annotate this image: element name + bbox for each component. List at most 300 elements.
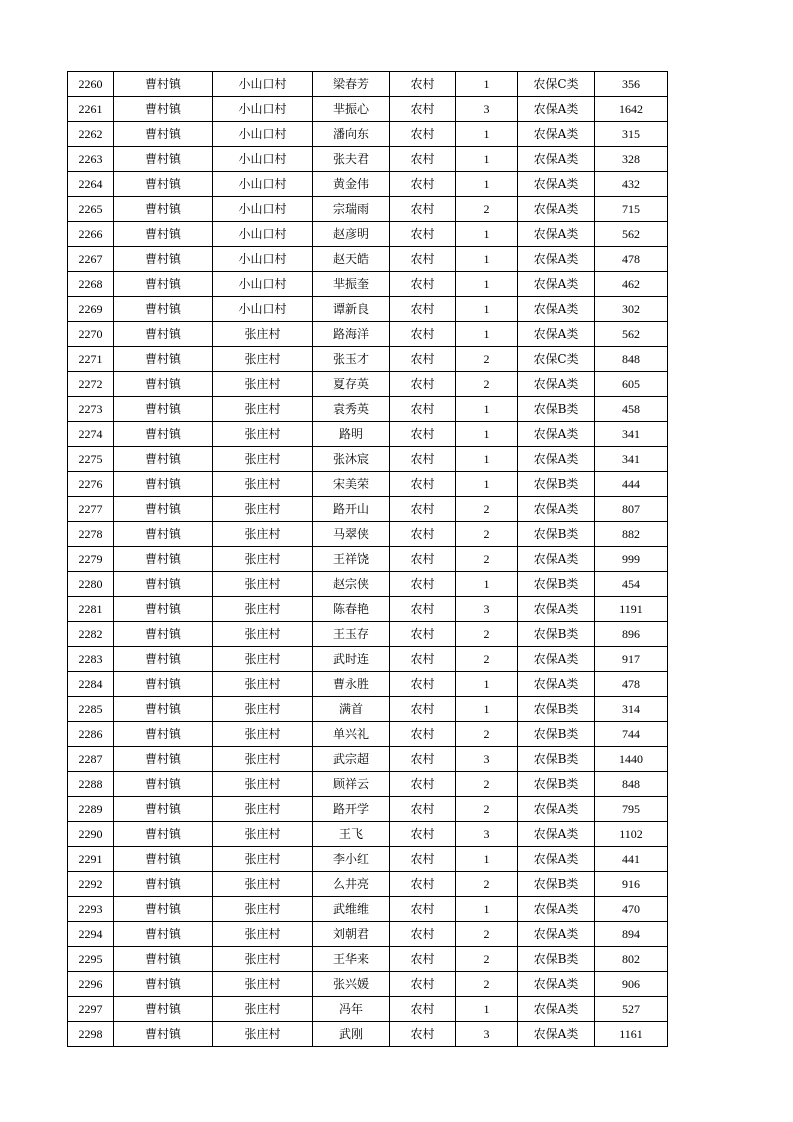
table-body <box>68 72 668 1047</box>
cell-village: 张庄村 <box>213 347 313 372</box>
cell-amount: 478 <box>595 672 668 697</box>
cell-amount: 917 <box>595 647 668 672</box>
table-row <box>68 797 668 822</box>
cell-area-type: 农村 <box>390 797 456 822</box>
cell-person-name: 路明 <box>313 422 390 447</box>
cell-insurance-category: 农保A类 <box>518 197 595 222</box>
cell-person-name: 梁春芳 <box>313 72 390 97</box>
cell-insurance-category: 农保A类 <box>518 272 595 297</box>
cell-town: 曹村镇 <box>114 297 213 322</box>
cell-household-count: 1 <box>456 72 518 97</box>
cell-village: 张庄村 <box>213 397 313 422</box>
cell-town: 曹村镇 <box>114 272 213 297</box>
cell-household-count: 1 <box>456 572 518 597</box>
cell-town: 曹村镇 <box>114 72 213 97</box>
cell-area-type: 农村 <box>390 872 456 897</box>
cell-village: 张庄村 <box>213 572 313 597</box>
cell-town: 曹村镇 <box>114 172 213 197</box>
cell-village: 张庄村 <box>213 472 313 497</box>
cell-village: 张庄村 <box>213 672 313 697</box>
cell-serial-number: 2269 <box>68 297 114 322</box>
cell-insurance-category: 农保B类 <box>518 472 595 497</box>
cell-person-name: 路开山 <box>313 497 390 522</box>
cell-amount: 328 <box>595 147 668 172</box>
cell-area-type: 农村 <box>390 997 456 1022</box>
cell-insurance-category: 农保A类 <box>518 422 595 447</box>
cell-area-type: 农村 <box>390 522 456 547</box>
cell-area-type: 农村 <box>390 747 456 772</box>
cell-town: 曹村镇 <box>114 797 213 822</box>
cell-serial-number: 2279 <box>68 547 114 572</box>
cell-town: 曹村镇 <box>114 372 213 397</box>
table-row <box>68 872 668 897</box>
table-row <box>68 297 668 322</box>
cell-household-count: 1 <box>456 672 518 697</box>
cell-village: 张庄村 <box>213 872 313 897</box>
cell-serial-number: 2281 <box>68 597 114 622</box>
cell-person-name: 张玉才 <box>313 347 390 372</box>
cell-amount: 795 <box>595 797 668 822</box>
cell-village: 张庄村 <box>213 622 313 647</box>
cell-area-type: 农村 <box>390 372 456 397</box>
table-row <box>68 847 668 872</box>
cell-amount: 462 <box>595 272 668 297</box>
cell-insurance-category: 农保B类 <box>518 872 595 897</box>
cell-amount: 1102 <box>595 822 668 847</box>
cell-town: 曹村镇 <box>114 222 213 247</box>
cell-village: 小山口村 <box>213 222 313 247</box>
cell-person-name: 张夫君 <box>313 147 390 172</box>
cell-serial-number: 2262 <box>68 122 114 147</box>
cell-area-type: 农村 <box>390 1022 456 1047</box>
cell-village: 张庄村 <box>213 822 313 847</box>
cell-village: 张庄村 <box>213 747 313 772</box>
cell-household-count: 3 <box>456 747 518 772</box>
cell-household-count: 1 <box>456 147 518 172</box>
cell-household-count: 3 <box>456 97 518 122</box>
cell-household-count: 1 <box>456 847 518 872</box>
cell-serial-number: 2289 <box>68 797 114 822</box>
cell-area-type: 农村 <box>390 922 456 947</box>
cell-village: 张庄村 <box>213 647 313 672</box>
cell-area-type: 农村 <box>390 572 456 597</box>
cell-person-name: 张沐宸 <box>313 447 390 472</box>
cell-insurance-category: 农保A类 <box>518 97 595 122</box>
cell-area-type: 农村 <box>390 847 456 872</box>
cell-insurance-category: 农保B类 <box>518 397 595 422</box>
cell-area-type: 农村 <box>390 222 456 247</box>
cell-serial-number: 2260 <box>68 72 114 97</box>
cell-village: 张庄村 <box>213 372 313 397</box>
cell-area-type: 农村 <box>390 497 456 522</box>
cell-household-count: 1 <box>456 297 518 322</box>
cell-town: 曹村镇 <box>114 897 213 922</box>
cell-serial-number: 2278 <box>68 522 114 547</box>
cell-household-count: 2 <box>456 647 518 672</box>
table-row <box>68 122 668 147</box>
cell-insurance-category: 农保C类 <box>518 72 595 97</box>
cell-household-count: 2 <box>456 197 518 222</box>
cell-person-name: 王玉存 <box>313 622 390 647</box>
table-row <box>68 147 668 172</box>
cell-insurance-category: 农保A类 <box>518 447 595 472</box>
cell-village: 小山口村 <box>213 297 313 322</box>
cell-town: 曹村镇 <box>114 347 213 372</box>
cell-amount: 1161 <box>595 1022 668 1047</box>
cell-person-name: 陈春艳 <box>313 597 390 622</box>
cell-person-name: 张兴媛 <box>313 972 390 997</box>
table-row <box>68 172 668 197</box>
cell-town: 曹村镇 <box>114 147 213 172</box>
cell-area-type: 农村 <box>390 297 456 322</box>
cell-village: 张庄村 <box>213 547 313 572</box>
cell-amount: 302 <box>595 297 668 322</box>
cell-household-count: 1 <box>456 247 518 272</box>
cell-serial-number: 2292 <box>68 872 114 897</box>
table-row <box>68 497 668 522</box>
cell-area-type: 农村 <box>390 472 456 497</box>
cell-serial-number: 2261 <box>68 97 114 122</box>
cell-village: 张庄村 <box>213 772 313 797</box>
cell-household-count: 1 <box>456 447 518 472</box>
cell-serial-number: 2271 <box>68 347 114 372</box>
cell-amount: 315 <box>595 122 668 147</box>
cell-insurance-category: 农保A类 <box>518 647 595 672</box>
cell-serial-number: 2272 <box>68 372 114 397</box>
cell-person-name: 满首 <box>313 697 390 722</box>
cell-serial-number: 2294 <box>68 922 114 947</box>
cell-household-count: 1 <box>456 222 518 247</box>
cell-area-type: 农村 <box>390 772 456 797</box>
cell-household-count: 2 <box>456 722 518 747</box>
cell-area-type: 农村 <box>390 422 456 447</box>
cell-amount: 432 <box>595 172 668 197</box>
cell-insurance-category: 农保B类 <box>518 947 595 972</box>
table-row <box>68 197 668 222</box>
table-row <box>68 372 668 397</box>
cell-village: 小山口村 <box>213 147 313 172</box>
cell-insurance-category: 农保A类 <box>518 847 595 872</box>
cell-village: 张庄村 <box>213 422 313 447</box>
table-row <box>68 597 668 622</box>
cell-serial-number: 2273 <box>68 397 114 422</box>
cell-person-name: 王飞 <box>313 822 390 847</box>
cell-insurance-category: 农保A类 <box>518 597 595 622</box>
cell-person-name: 王华来 <box>313 947 390 972</box>
cell-insurance-category: 农保A类 <box>518 497 595 522</box>
cell-town: 曹村镇 <box>114 997 213 1022</box>
cell-insurance-category: 农保A类 <box>518 322 595 347</box>
cell-insurance-category: 农保B类 <box>518 572 595 597</box>
table-row <box>68 972 668 997</box>
cell-insurance-category: 农保A类 <box>518 222 595 247</box>
cell-amount: 341 <box>595 447 668 472</box>
cell-area-type: 农村 <box>390 397 456 422</box>
cell-household-count: 2 <box>456 622 518 647</box>
cell-insurance-category: 农保A类 <box>518 922 595 947</box>
table-row <box>68 272 668 297</box>
cell-village: 张庄村 <box>213 522 313 547</box>
cell-area-type: 农村 <box>390 722 456 747</box>
table-row <box>68 572 668 597</box>
cell-serial-number: 2265 <box>68 197 114 222</box>
cell-household-count: 2 <box>456 347 518 372</box>
cell-village: 张庄村 <box>213 847 313 872</box>
cell-household-count: 2 <box>456 797 518 822</box>
cell-town: 曹村镇 <box>114 547 213 572</box>
cell-amount: 562 <box>595 222 668 247</box>
cell-household-count: 1 <box>456 122 518 147</box>
cell-amount: 848 <box>595 347 668 372</box>
cell-village: 张庄村 <box>213 897 313 922</box>
cell-amount: 1191 <box>595 597 668 622</box>
cell-town: 曹村镇 <box>114 422 213 447</box>
cell-insurance-category: 农保C类 <box>518 347 595 372</box>
cell-amount: 916 <box>595 872 668 897</box>
cell-household-count: 1 <box>456 897 518 922</box>
cell-serial-number: 2275 <box>68 447 114 472</box>
cell-serial-number: 2291 <box>68 847 114 872</box>
cell-person-name: 芈振心 <box>313 97 390 122</box>
cell-serial-number: 2285 <box>68 697 114 722</box>
table-row <box>68 772 668 797</box>
cell-area-type: 农村 <box>390 697 456 722</box>
table-row <box>68 747 668 772</box>
cell-town: 曹村镇 <box>114 497 213 522</box>
table-row <box>68 447 668 472</box>
cell-amount: 896 <box>595 622 668 647</box>
cell-household-count: 2 <box>456 872 518 897</box>
cell-insurance-category: 农保A类 <box>518 897 595 922</box>
cell-village: 张庄村 <box>213 722 313 747</box>
cell-town: 曹村镇 <box>114 747 213 772</box>
cell-insurance-category: 农保B类 <box>518 747 595 772</box>
cell-household-count: 2 <box>456 922 518 947</box>
cell-area-type: 农村 <box>390 197 456 222</box>
cell-household-count: 2 <box>456 522 518 547</box>
cell-town: 曹村镇 <box>114 572 213 597</box>
cell-area-type: 农村 <box>390 322 456 347</box>
cell-insurance-category: 农保A类 <box>518 972 595 997</box>
table-row <box>68 347 668 372</box>
cell-town: 曹村镇 <box>114 197 213 222</box>
cell-serial-number: 2268 <box>68 272 114 297</box>
cell-person-name: 马翠侠 <box>313 522 390 547</box>
cell-village: 张庄村 <box>213 447 313 472</box>
cell-household-count: 2 <box>456 772 518 797</box>
cell-amount: 848 <box>595 772 668 797</box>
cell-amount: 444 <box>595 472 668 497</box>
cell-amount: 458 <box>595 397 668 422</box>
cell-area-type: 农村 <box>390 622 456 647</box>
cell-town: 曹村镇 <box>114 697 213 722</box>
cell-amount: 882 <box>595 522 668 547</box>
cell-village: 张庄村 <box>213 697 313 722</box>
cell-village: 张庄村 <box>213 797 313 822</box>
table-row <box>68 322 668 347</box>
cell-amount: 807 <box>595 497 668 522</box>
table-row <box>68 97 668 122</box>
cell-serial-number: 2264 <box>68 172 114 197</box>
cell-person-name: 黄金伟 <box>313 172 390 197</box>
cell-amount: 744 <box>595 722 668 747</box>
cell-village: 张庄村 <box>213 1022 313 1047</box>
cell-insurance-category: 农保B类 <box>518 722 595 747</box>
cell-amount: 470 <box>595 897 668 922</box>
cell-area-type: 农村 <box>390 547 456 572</box>
cell-amount: 715 <box>595 197 668 222</box>
cell-village: 小山口村 <box>213 247 313 272</box>
cell-person-name: 宋美荣 <box>313 472 390 497</box>
cell-insurance-category: 农保A类 <box>518 147 595 172</box>
cell-person-name: 路海洋 <box>313 322 390 347</box>
cell-town: 曹村镇 <box>114 597 213 622</box>
cell-town: 曹村镇 <box>114 1022 213 1047</box>
cell-insurance-category: 农保B类 <box>518 622 595 647</box>
cell-person-name: 袁秀英 <box>313 397 390 422</box>
cell-town: 曹村镇 <box>114 922 213 947</box>
table-row <box>68 247 668 272</box>
table-row <box>68 222 668 247</box>
table-row <box>68 897 668 922</box>
cell-amount: 999 <box>595 547 668 572</box>
table-row <box>68 72 668 97</box>
cell-town: 曹村镇 <box>114 947 213 972</box>
cell-person-name: 宗瑞雨 <box>313 197 390 222</box>
cell-amount: 605 <box>595 372 668 397</box>
table-row <box>68 672 668 697</box>
table-row <box>68 622 668 647</box>
cell-insurance-category: 农保A类 <box>518 1022 595 1047</box>
cell-household-count: 1 <box>456 172 518 197</box>
cell-insurance-category: 农保A类 <box>518 797 595 822</box>
cell-area-type: 农村 <box>390 447 456 472</box>
cell-area-type: 农村 <box>390 647 456 672</box>
cell-insurance-category: 农保A类 <box>518 672 595 697</box>
cell-town: 曹村镇 <box>114 647 213 672</box>
cell-town: 曹村镇 <box>114 472 213 497</box>
cell-serial-number: 2270 <box>68 322 114 347</box>
cell-person-name: 赵宗侠 <box>313 572 390 597</box>
cell-amount: 454 <box>595 572 668 597</box>
cell-person-name: 李小红 <box>313 847 390 872</box>
cell-village: 张庄村 <box>213 597 313 622</box>
cell-person-name: 谭新良 <box>313 297 390 322</box>
cell-household-count: 2 <box>456 972 518 997</box>
table-row <box>68 422 668 447</box>
cell-person-name: 王祥饶 <box>313 547 390 572</box>
cell-household-count: 1 <box>456 997 518 1022</box>
cell-town: 曹村镇 <box>114 397 213 422</box>
cell-household-count: 3 <box>456 597 518 622</box>
cell-serial-number: 2296 <box>68 972 114 997</box>
cell-serial-number: 2290 <box>68 822 114 847</box>
cell-village: 小山口村 <box>213 72 313 97</box>
cell-person-name: 赵天皓 <box>313 247 390 272</box>
cell-amount: 894 <box>595 922 668 947</box>
cell-insurance-category: 农保A类 <box>518 547 595 572</box>
cell-serial-number: 2282 <box>68 622 114 647</box>
cell-household-count: 3 <box>456 822 518 847</box>
cell-amount: 527 <box>595 997 668 1022</box>
cell-amount: 356 <box>595 72 668 97</box>
cell-amount: 1642 <box>595 97 668 122</box>
cell-town: 曹村镇 <box>114 447 213 472</box>
cell-serial-number: 2298 <box>68 1022 114 1047</box>
cell-household-count: 1 <box>456 697 518 722</box>
cell-household-count: 2 <box>456 547 518 572</box>
cell-insurance-category: 农保B类 <box>518 697 595 722</box>
cell-household-count: 1 <box>456 272 518 297</box>
cell-person-name: 芈振奎 <box>313 272 390 297</box>
table-row <box>68 722 668 747</box>
cell-village: 小山口村 <box>213 272 313 297</box>
cell-serial-number: 2276 <box>68 472 114 497</box>
cell-area-type: 农村 <box>390 597 456 622</box>
cell-amount: 562 <box>595 322 668 347</box>
cell-household-count: 2 <box>456 947 518 972</box>
cell-household-count: 3 <box>456 1022 518 1047</box>
cell-town: 曹村镇 <box>114 972 213 997</box>
cell-person-name: 曹永胜 <box>313 672 390 697</box>
cell-village: 张庄村 <box>213 497 313 522</box>
cell-insurance-category: 农保B类 <box>518 522 595 547</box>
cell-village: 小山口村 <box>213 172 313 197</box>
cell-amount: 478 <box>595 247 668 272</box>
cell-amount: 1440 <box>595 747 668 772</box>
cell-area-type: 农村 <box>390 972 456 997</box>
table-row <box>68 647 668 672</box>
cell-person-name: 顾祥云 <box>313 772 390 797</box>
cell-area-type: 农村 <box>390 947 456 972</box>
cell-village: 张庄村 <box>213 972 313 997</box>
cell-person-name: 武维维 <box>313 897 390 922</box>
table-row <box>68 547 668 572</box>
cell-household-count: 1 <box>456 322 518 347</box>
cell-insurance-category: 农保A类 <box>518 997 595 1022</box>
cell-area-type: 农村 <box>390 72 456 97</box>
cell-town: 曹村镇 <box>114 122 213 147</box>
cell-town: 曹村镇 <box>114 822 213 847</box>
cell-town: 曹村镇 <box>114 772 213 797</box>
cell-insurance-category: 农保A类 <box>518 822 595 847</box>
cell-village: 张庄村 <box>213 947 313 972</box>
cell-area-type: 农村 <box>390 347 456 372</box>
cell-serial-number: 2267 <box>68 247 114 272</box>
cell-town: 曹村镇 <box>114 322 213 347</box>
cell-serial-number: 2263 <box>68 147 114 172</box>
cell-amount: 341 <box>595 422 668 447</box>
cell-person-name: 夏存英 <box>313 372 390 397</box>
cell-serial-number: 2297 <box>68 997 114 1022</box>
cell-serial-number: 2266 <box>68 222 114 247</box>
table-row <box>68 472 668 497</box>
table-row <box>68 947 668 972</box>
cell-person-name: 刘朝君 <box>313 922 390 947</box>
cell-serial-number: 2274 <box>68 422 114 447</box>
cell-amount: 802 <box>595 947 668 972</box>
cell-insurance-category: 农保B类 <box>518 772 595 797</box>
cell-area-type: 农村 <box>390 172 456 197</box>
cell-amount: 906 <box>595 972 668 997</box>
cell-person-name: 么井亮 <box>313 872 390 897</box>
cell-serial-number: 2288 <box>68 772 114 797</box>
cell-person-name: 潘向东 <box>313 122 390 147</box>
cell-area-type: 农村 <box>390 897 456 922</box>
cell-amount: 314 <box>595 697 668 722</box>
cell-town: 曹村镇 <box>114 622 213 647</box>
cell-town: 曹村镇 <box>114 97 213 122</box>
